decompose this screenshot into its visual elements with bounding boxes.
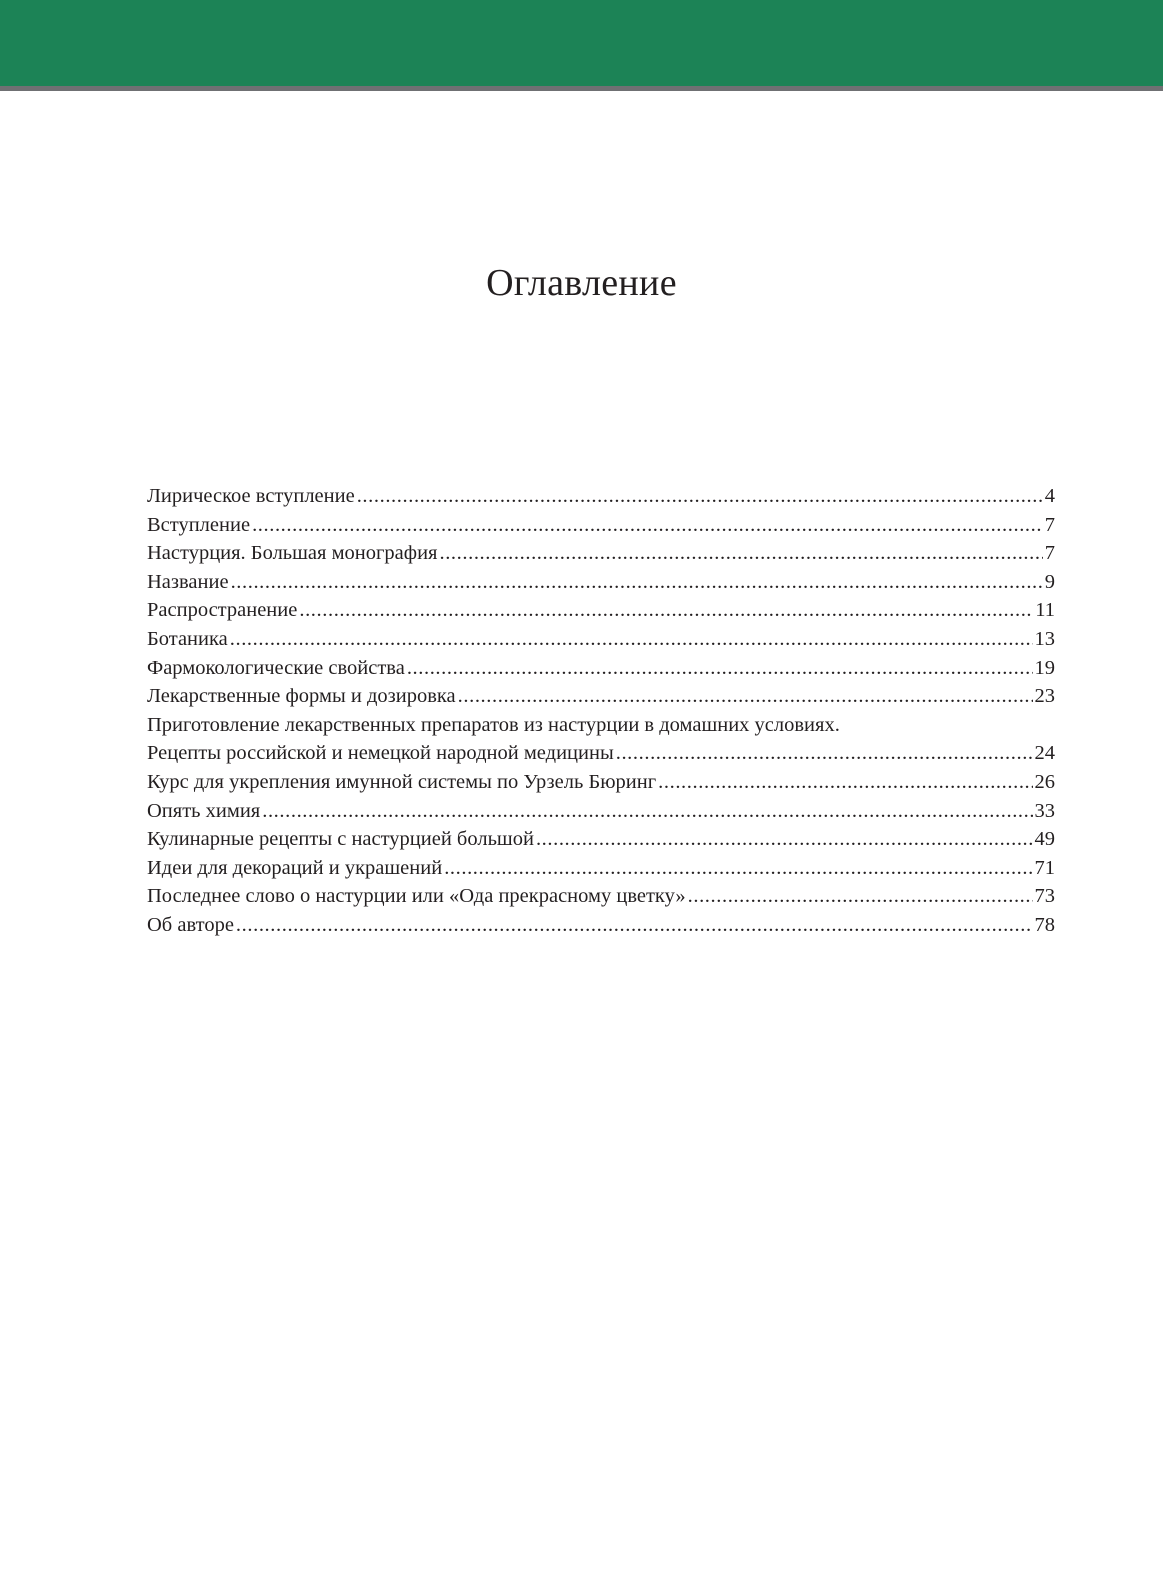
toc-entry[interactable] xyxy=(147,768,1055,797)
table-of-contents xyxy=(147,482,1055,940)
toc-dot-leader xyxy=(407,654,1033,683)
toc-entry[interactable] xyxy=(147,825,1055,854)
toc-entry-page-number: 23 xyxy=(1034,685,1055,708)
toc-entry-title: Рецепты российской и немецкой народной медицины xyxy=(147,742,614,765)
toc-entry-title: Лекарственные формы и дозировка xyxy=(147,685,456,708)
header-bar xyxy=(0,0,1163,86)
toc-dot-leader xyxy=(236,911,1033,940)
toc-dot-leader xyxy=(262,797,1032,826)
toc-entry[interactable] xyxy=(147,711,1055,740)
toc-entry-page-number: 73 xyxy=(1034,885,1055,908)
toc-entry-title: Приготовление лекарственных препаратов из настурции в домашних условиях. xyxy=(147,713,840,736)
toc-dot-leader xyxy=(536,825,1033,854)
toc-entry[interactable] xyxy=(147,739,1055,768)
toc-entry-page-number: 78 xyxy=(1034,913,1055,936)
toc-entry-title: Об авторе xyxy=(147,913,234,936)
toc-entry-title: Кулинарные рецепты с настурцией большой xyxy=(147,828,534,851)
toc-entry-page-number: 19 xyxy=(1034,656,1055,679)
toc-entry[interactable] xyxy=(147,911,1055,940)
toc-entry-title: Идеи для декораций и украшений xyxy=(147,856,443,879)
toc-dot-leader xyxy=(616,739,1033,768)
toc-entry-page-number: 13 xyxy=(1034,627,1055,650)
toc-entry-title: Последнее слово о настурции или «Ода прекрасному цветку» xyxy=(147,885,686,908)
toc-entry[interactable] xyxy=(147,482,1055,511)
toc-entry-title: Вступление xyxy=(147,513,251,536)
toc-entry-title: Фармокологические свойства xyxy=(147,656,405,679)
toc-entry[interactable] xyxy=(147,682,1055,711)
toc-entry[interactable] xyxy=(147,596,1055,625)
toc-entry-title: Опять химия xyxy=(147,799,261,822)
toc-dot-leader xyxy=(688,882,1033,911)
toc-entry-title: Ботаника xyxy=(147,627,228,650)
toc-dot-leader xyxy=(231,568,1043,597)
toc-entry[interactable] xyxy=(147,882,1055,911)
toc-entry-page-number: 11 xyxy=(1035,599,1055,622)
toc-entry-page-number: 7 xyxy=(1044,513,1055,536)
toc-entry[interactable] xyxy=(147,568,1055,597)
toc-entry-page-number: 9 xyxy=(1044,570,1055,593)
toc-dot-leader xyxy=(444,854,1032,883)
toc-dot-leader xyxy=(252,511,1043,540)
toc-entry[interactable] xyxy=(147,854,1055,883)
toc-entry-page-number: 33 xyxy=(1034,799,1055,822)
toc-entry-title: Лирическое вступление xyxy=(147,485,355,507)
header-rule xyxy=(0,86,1163,91)
toc-dot-leader xyxy=(299,596,1033,625)
toc-entry-page-number: 49 xyxy=(1034,828,1055,851)
toc-entry-title: Название xyxy=(147,570,229,593)
toc-entry-page-number: 71 xyxy=(1034,856,1055,879)
toc-entry-title: Распространение xyxy=(147,599,298,622)
toc-dot-leader xyxy=(357,482,1043,511)
toc-entry-page-number: 24 xyxy=(1034,742,1055,765)
toc-entry-title: Курс для укрепления имунной системы по Урзель Бюринг xyxy=(147,770,657,793)
toc-dot-leader xyxy=(230,625,1033,654)
toc-entry[interactable] xyxy=(147,654,1055,683)
page-title: Оглавление xyxy=(486,262,677,304)
toc-entry-page-number: 7 xyxy=(1044,542,1055,565)
toc-entry[interactable] xyxy=(147,511,1055,540)
toc-entry-page-number: 26 xyxy=(1034,770,1055,793)
toc-dot-leader xyxy=(658,768,1032,797)
toc-dot-leader xyxy=(458,682,1033,711)
toc-entry[interactable] xyxy=(147,625,1055,654)
toc-entry-page-number: 4 xyxy=(1044,485,1055,507)
toc-entry[interactable] xyxy=(147,797,1055,826)
toc-entry-title: Настурция. Большая монография xyxy=(147,542,438,565)
toc-dot-leader xyxy=(439,539,1042,568)
toc-entry[interactable] xyxy=(147,539,1055,568)
